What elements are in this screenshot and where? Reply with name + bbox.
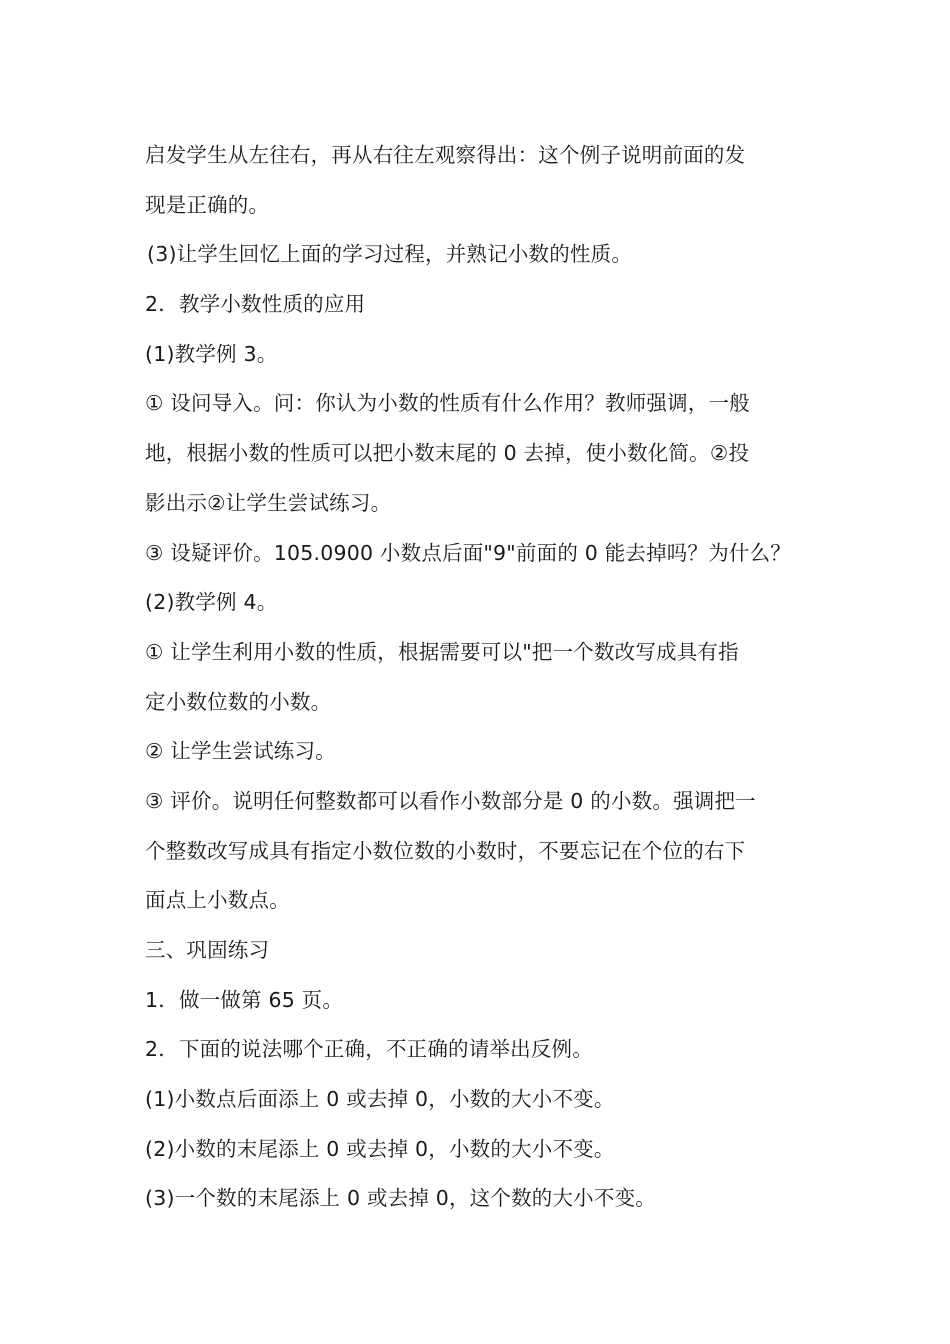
document-body [145,131,810,1224]
list-item: (1)小数点后面添上 0 或去掉 0，小数的大小不变。 [145,1087,615,1112]
text-line: 现是正确的。 [145,192,270,217]
section-heading: 2．教学小数性质的应用 [145,292,366,317]
section-heading: 三、巩固练习 [145,938,270,962]
list-item: (2)小数的末尾添上 0 或去掉 0，小数的大小不变。 [145,1136,615,1161]
text-line: 定小数位数的小数。 [145,689,332,714]
text-line: 地，根据小数的性质可以把小数末尾的 0 去掉，使小数化简。②投 [145,441,750,466]
text-line: (3)让学生回忆上面的学习过程，并熟记小数的性质。 [147,242,633,267]
subheading: (1)教学例 3。 [145,341,278,366]
text-line: 影出示②让学生尝试练习。 [145,490,392,515]
text-line: ① 设问导入。问：你认为小数的性质有什么作用？教师强调，一般 [145,391,750,416]
text-line: ③ 设疑评价。105.0900 小数点后面"9"前面的 0 能去掉吗？为什么？ [145,540,792,565]
text-line: ① 让学生利用小数的性质，根据需要可以"把一个数改写成具有指 [145,639,739,664]
text-line: ② 让学生尝试练习。 [145,739,336,764]
list-item: 1．做一做第 65 页。 [145,987,344,1012]
list-item: (3)一个数的末尾添上 0 或去掉 0，这个数的大小不变。 [145,1186,656,1211]
text-line: ③ 评价。说明任何整数都可以看作小数部分是 0 的小数。强调把一 [145,788,756,813]
text-line: 个整数改写成具有指定小数位数的小数时，不要忘记在个位的右下 [145,838,746,863]
text-line: 面点上小数点。 [145,888,290,913]
list-item: 2．下面的说法哪个正确，不正确的请举出反例。 [145,1037,593,1062]
text-line: 启发学生从左往右，再从右往左观察得出：这个例子说明前面的发 [145,143,746,167]
subheading: (2)教学例 4。 [145,590,278,615]
